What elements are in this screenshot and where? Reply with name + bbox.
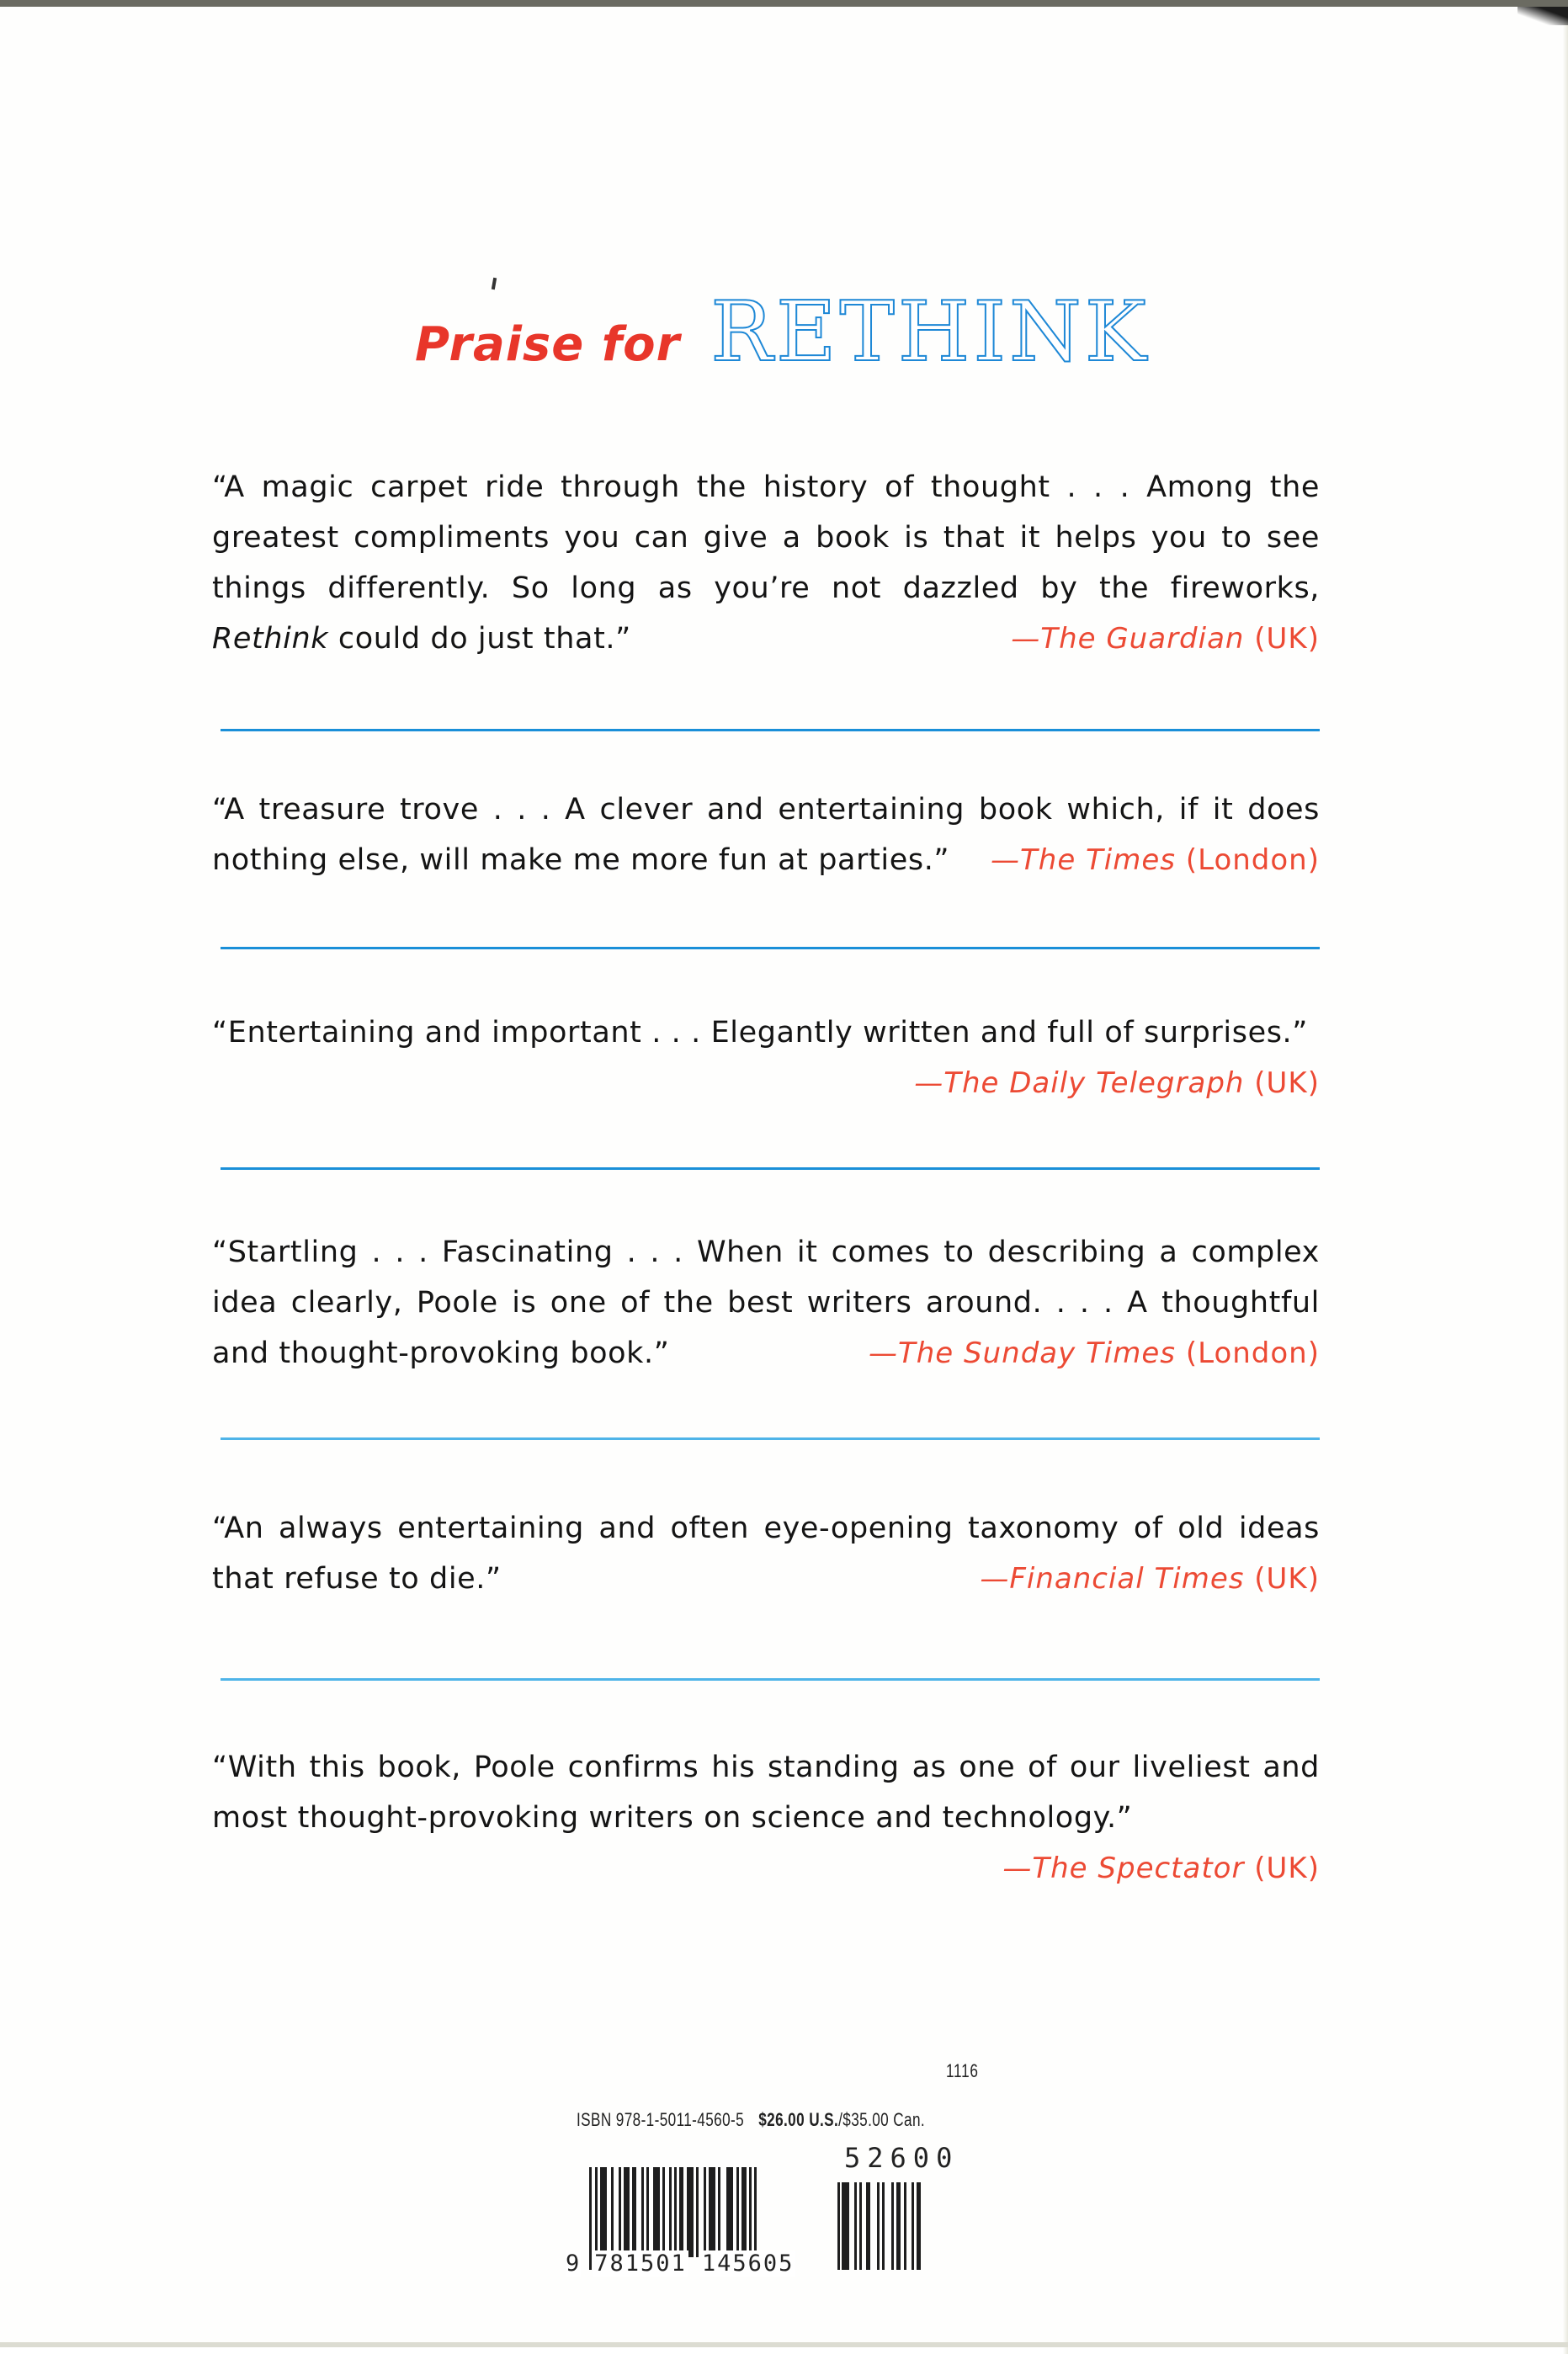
attribution-source: —The Sunday Times [868,1336,1177,1370]
attribution-region: (London) [1185,843,1320,877]
page-edge [1563,7,1568,2354]
review-quote [212,1742,1320,1894]
page-edge [0,2342,1568,2347]
quote-attribution [869,1328,1320,1379]
quote-text [212,1503,1320,1604]
quote-attribution [980,1554,1320,1604]
review-quote [212,1503,1320,1604]
quote-text-part: “Entertaining and important . . . Elegantly written and full of surprises.” [212,1016,1309,1049]
review-quote [212,462,1320,664]
barcode-digit-lead: 9 [566,2250,582,2277]
review-quote [212,1227,1320,1379]
quote-text [212,1742,1320,1843]
quote-text [212,1227,1320,1379]
barcode-digits [566,2250,795,2277]
divider-rule [221,947,1320,949]
barcode-addon-digits: 52600 [844,2142,959,2174]
quote-text [212,462,1320,664]
book-title-italic: Rethink [212,622,329,656]
price-us: $26.00 U.S. [758,2109,839,2130]
review-quote [212,784,1320,885]
isbn: ISBN 978-1-5011-4560-5 [577,2109,745,2130]
divider-rule [221,1167,1320,1170]
quote-text-part: “A treasure trove . . . A clever and entertaining book which, if it does nothing else, will make me more fun at parties.” [212,793,1320,877]
divider-rule [221,729,1320,731]
quote-attribution [212,1843,1320,1894]
print-code: 1116 [946,2060,979,2081]
quote-text [212,1007,1320,1058]
heading-prefix: Praise for [415,317,681,372]
quote-attribution [212,1058,1320,1108]
attribution-source: —The Times [991,843,1177,877]
attribution-region: (UK) [1254,1852,1320,1885]
price-addon-barcode [837,2182,949,2270]
attribution-source: —The Daily Telegraph [914,1066,1245,1100]
quote-text-part: “An always entertaining and often eye-opening taxonomy of old ideas that refuse to die.” [212,1512,1320,1596]
quote-attribution [1011,614,1320,664]
quote-text-part: “With this book, Poole confirms his standing as one of our liveliest and most thought-provoking writers on science and technology.” [212,1751,1320,1835]
attribution-source: —The Spectator [1002,1852,1245,1885]
attribution-region: (London) [1185,1336,1320,1370]
quote-text-part: “Startling . . . Fascinating . . . When it comes to describing a complex idea clearly, Poole is one of the best writers around. . . . A thoughtful and thought-provoking book.” [212,1235,1320,1370]
attribution-region: (UK) [1254,1562,1320,1596]
quote-text [212,784,1320,885]
divider-rule [221,1678,1320,1681]
heading-book-title: RETHINK [710,284,1151,380]
barcode-digit-group: 781501 [594,2250,687,2277]
attribution-region: (UK) [1254,1066,1320,1100]
attribution-region: (UK) [1254,622,1320,656]
review-quote [212,1007,1320,1108]
quote-attribution [991,835,1320,885]
barcode-digit-group: 145605 [701,2250,795,2277]
page-title [415,284,1151,380]
quote-text-part: could do just that.” [328,622,631,656]
attribution-source: —The Guardian [1011,622,1245,656]
divider-rule [221,1437,1320,1440]
price-can: /$35.00 Can. [838,2109,926,2130]
isbn-price-line [577,2109,925,2131]
quote-text-part: “A magic carpet ride through the history of thought . . . Among the greatest compliments you can give a book is that it helps you to see things differently. So long as you’re not dazzled by the fireworks, [212,470,1320,605]
attribution-source: —Financial Times [980,1562,1245,1596]
